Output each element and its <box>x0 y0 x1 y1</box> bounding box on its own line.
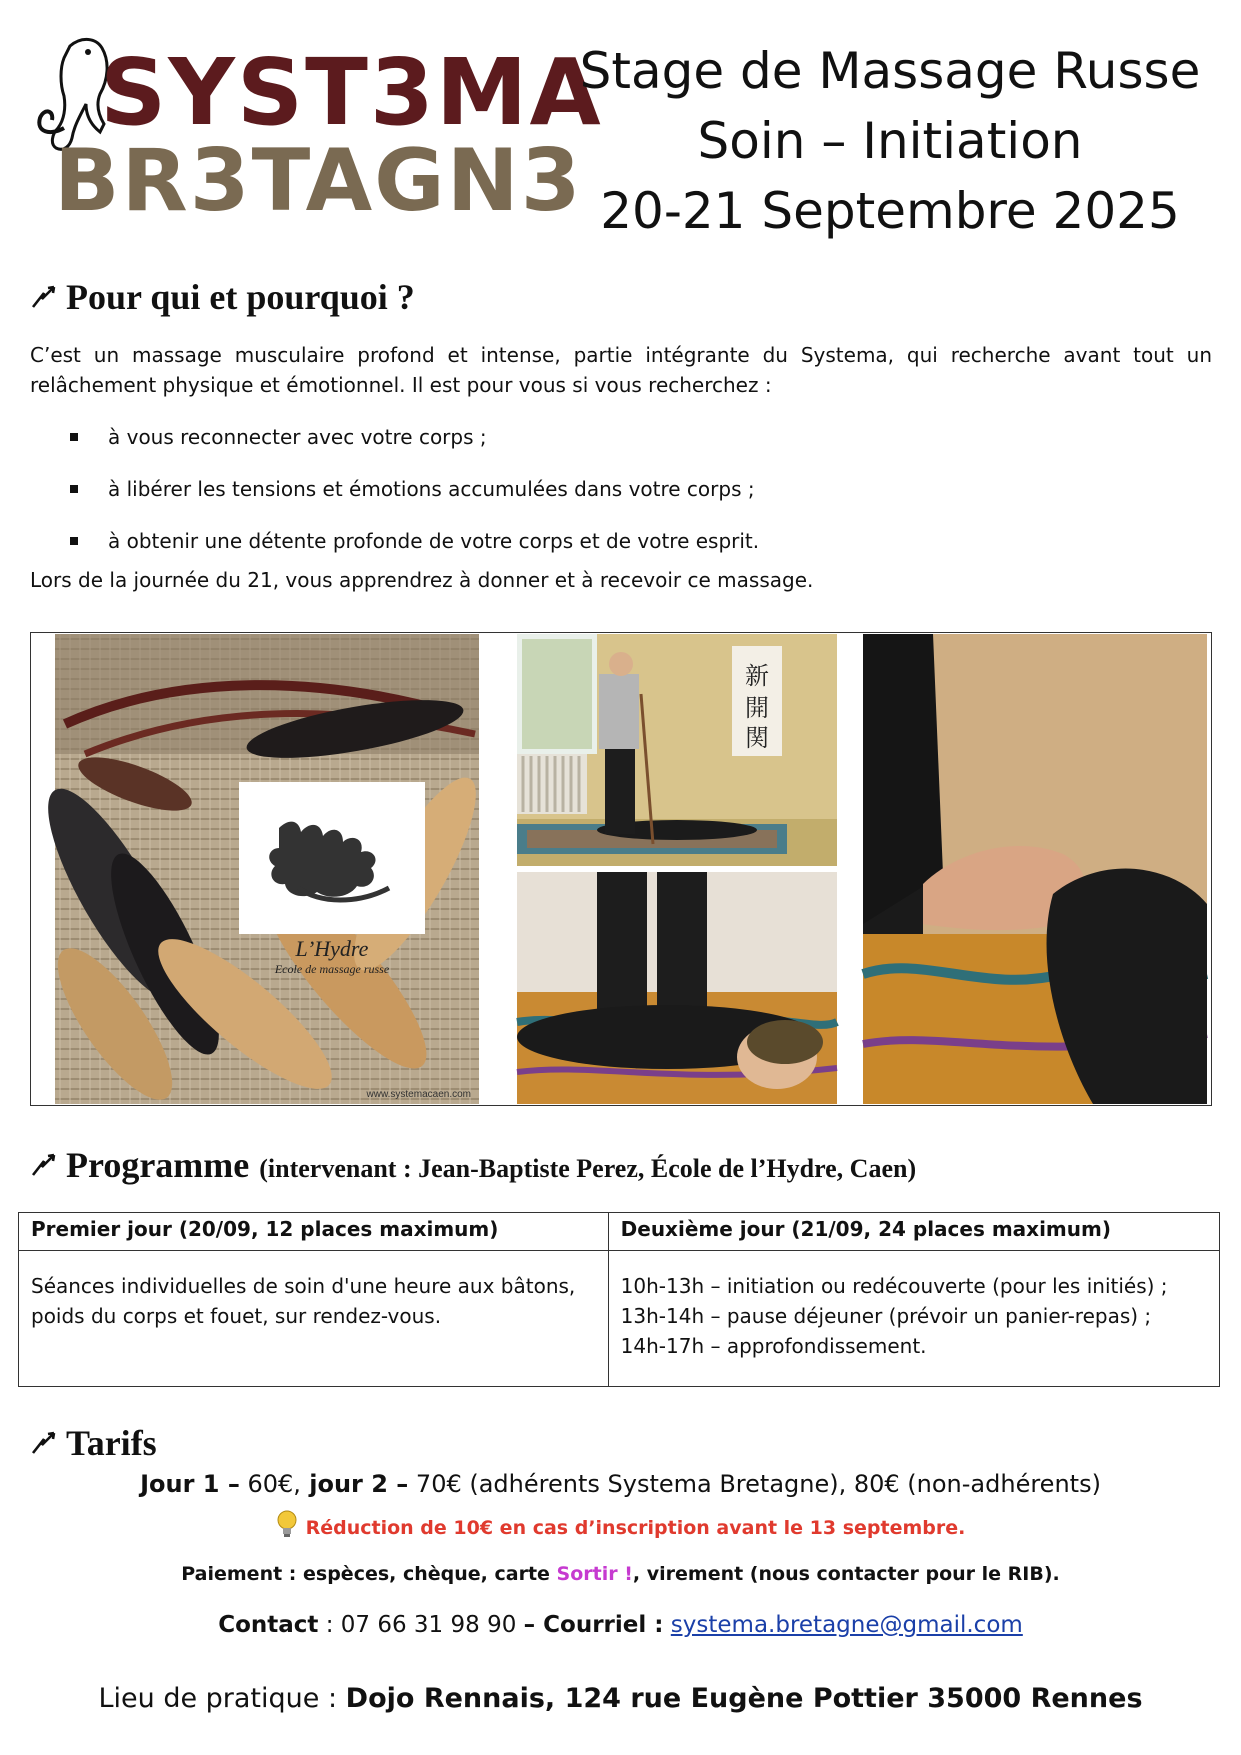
venue-address: Dojo Rennais, 124 rue Eugène Pottier 35000 Rennes <box>345 1683 1143 1714</box>
hydre-subtitle: Ecole de massage russe <box>274 962 390 976</box>
day1-label: Jour 1 – <box>140 1470 240 1498</box>
bullet-square-icon <box>70 485 78 493</box>
photo-back-standing <box>517 872 837 1104</box>
cell-line: Séances individuelles de soin d'une heure aux bâtons, <box>31 1274 576 1298</box>
payment-line <box>0 1563 1241 1585</box>
heading-text: Tarifs <box>66 1423 157 1463</box>
table-cell-day2 <box>608 1251 1219 1387</box>
section-heading-pour-qui <box>30 276 415 318</box>
table-row <box>19 1251 1220 1387</box>
bullet-square-icon <box>70 433 78 441</box>
list-item-text: à vous reconnecter avec votre corps ; <box>108 425 487 449</box>
calligraphy-char: 関 <box>745 724 769 752</box>
lightning-icon <box>30 283 56 309</box>
section-heading-programme <box>30 1144 916 1186</box>
table-cell-day1 <box>19 1251 609 1387</box>
event-title <box>560 36 1220 246</box>
hydra-icon <box>239 782 425 934</box>
payment-text-end: , virement (nous contacter pour le RIB). <box>632 1563 1060 1585</box>
cell-line: 10h-13h – initiation ou redécouverte (pour les initiés) ; <box>620 1274 1168 1298</box>
bullet-square-icon <box>70 537 78 545</box>
contact-phone: : 07 66 31 98 90 <box>318 1612 524 1638</box>
calligraphy-char: 新 <box>745 662 769 690</box>
table-header-day2: Deuxième jour (21/09, 24 places maximum) <box>608 1213 1219 1251</box>
table-header-row <box>19 1213 1220 1251</box>
section-heading-tarifs <box>30 1422 157 1464</box>
heading-text: Programme <box>66 1145 250 1185</box>
contact-line <box>0 1612 1241 1638</box>
heading-text: Pour qui et pourquoi ? <box>66 277 415 317</box>
title-date: 20-21 Septembre 2025 <box>600 182 1180 240</box>
benefits-list <box>66 420 759 576</box>
email-link[interactable]: systema.bretagne@gmail.com <box>670 1612 1023 1638</box>
photo-massage-sticks <box>55 634 479 1104</box>
hydre-logo-card <box>239 782 425 976</box>
day2-price: 70€ (adhérents Systema Bretagne), 80€ (non-adhérents) <box>408 1470 1101 1498</box>
price-line <box>0 1470 1241 1498</box>
heading-subtitle: (intervenant : Jean-Baptiste Perez, École de l’Hydre, Caen) <box>259 1154 917 1183</box>
lightning-icon <box>30 1429 56 1455</box>
contact-label: Contact <box>218 1612 319 1638</box>
cell-line: 13h-14h – pause déjeuner (prévoir un panier-repas) ; <box>620 1304 1152 1328</box>
logo-word-systema: SYST3MA <box>100 39 603 146</box>
lightbulb-icon <box>276 1510 298 1538</box>
list-item-text: à obtenir une détente profonde de votre corps et de votre esprit. <box>108 529 760 553</box>
hydre-name: L’Hydre <box>295 936 369 961</box>
venue-line <box>0 1683 1241 1714</box>
systema-bretagne-logo <box>30 28 603 231</box>
cell-line: poids du corps et fouet, sur rendez-vous. <box>31 1304 442 1328</box>
lightning-icon <box>30 1151 56 1177</box>
venue-label: Lieu de pratique : <box>98 1683 346 1714</box>
title-line: Stage de Massage Russe <box>579 42 1201 100</box>
reduction-text: Réduction de 10€ en cas d’inscription avant le 13 septembre. <box>305 1517 966 1539</box>
payment-text: Paiement : espèces, chèque, carte <box>181 1563 557 1585</box>
cell-line: 14h-17h – approfondissement. <box>620 1334 927 1358</box>
calligraphy-char: 開 <box>745 694 769 722</box>
photo-room-standing <box>517 634 837 866</box>
closing-sentence: Lors de la journée du 21, vous apprendrez à donner et à recevoir ce massage. <box>30 568 814 592</box>
intro-paragraph: C’est un massage musculaire profond et intense, partie intégrante du Systema, qui recherche avant tout un relâchement physique et émotionnel. Il est pour vous si vous recherchez : <box>30 343 1212 397</box>
programme-table <box>18 1212 1220 1387</box>
photo-watermark-url: www.systemacaen.com <box>366 1089 471 1100</box>
list-item-text: à libérer les tensions et émotions accumulées dans votre corps ; <box>108 477 755 501</box>
day2-label: jour 2 – <box>300 1470 409 1498</box>
photo-grid <box>30 632 1212 1106</box>
list-item <box>66 472 759 524</box>
list-item <box>66 420 759 472</box>
photo-foot-closeup <box>863 634 1207 1104</box>
logo-graphic <box>30 28 603 231</box>
sortir-card-label: Sortir ! <box>556 1563 633 1585</box>
logo-word-bretagne: BR3TAGN3 <box>54 131 583 231</box>
reduction-line <box>0 1510 1241 1539</box>
day1-price: 60€, <box>239 1470 301 1498</box>
email-label: – Courriel : <box>523 1612 664 1638</box>
table-header-day1: Premier jour (20/09, 12 places maximum) <box>19 1213 609 1251</box>
title-line: Soin – Initiation <box>697 112 1083 170</box>
